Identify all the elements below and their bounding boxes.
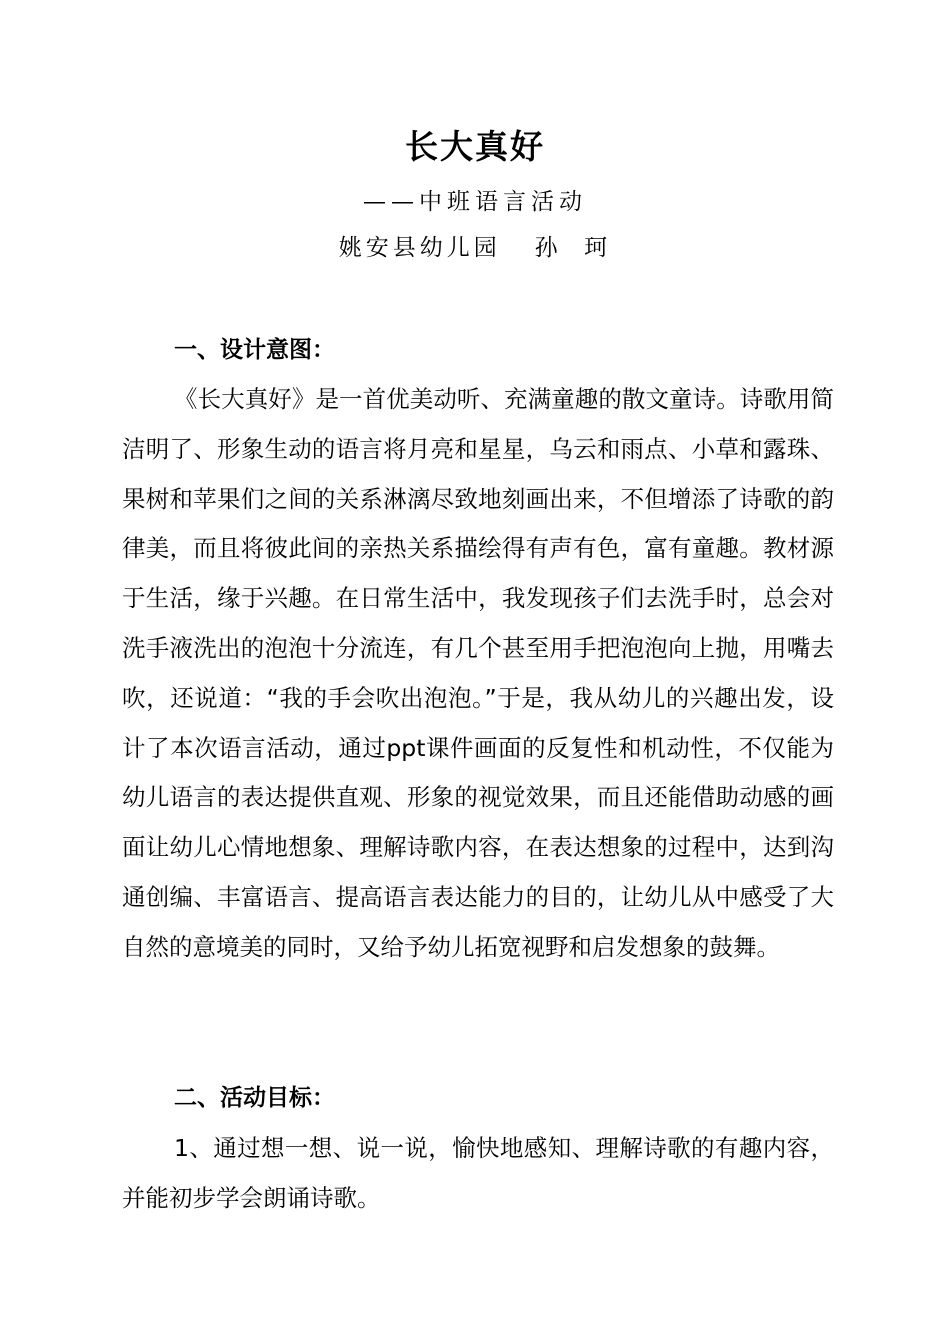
section-paragraph-goal-1: 1、通过想一想、说一说，愉快地感知、理解诗歌的有趣内容，并能初步学会朗诵诗歌。 [122,1134,834,1212]
document-title: 长大真好 [405,127,545,166]
section-heading-activity-goals: 二、活动目标： [174,1085,335,1111]
section-paragraph-design-intent: 《长大真好》是一首优美动听、充满童趣的散文童诗。诗歌用简洁明了、形象生动的语言将月亮和星星，乌云和雨点、小草和露珠、果树和苹果们之间的关系淋漓尽致地刻画出来，不但增添了诗歌的韵律美，而且将彼此间的亲热关系描绘得有声有色，富有童趣。教材源于生活，缘于兴趣。在日常生活中，我发现孩子们去洗手时，总会对洗手液洗出的泡泡十分流连，有几个甚至用手把泡泡向上抛，用嘴去吹，还说道：“我的手会吹出泡泡。”于是，我从幼儿的兴趣出发，设计了本次语言活动，通过ppt课件画面的反复性和机动性，不仅能为幼儿语言的表达提供直观、形象的视觉效果，而且还能借助动感的画面让幼儿心情地想象、理解诗歌内容，在表达想象的过程中，达到沟通创编、丰富语言、提高语言表达能力的目的，让幼儿从中感受了大自然的意境美的同时，又给予幼儿拓宽视野和启发想象的鼓舞。 [122,385,834,961]
document-subtitle: ——中班语言活动 [363,189,587,215]
author-line: 姚安县幼儿园 孙 珂 [338,235,612,261]
section-heading-design-intent: 一、设计意图： [174,337,335,363]
